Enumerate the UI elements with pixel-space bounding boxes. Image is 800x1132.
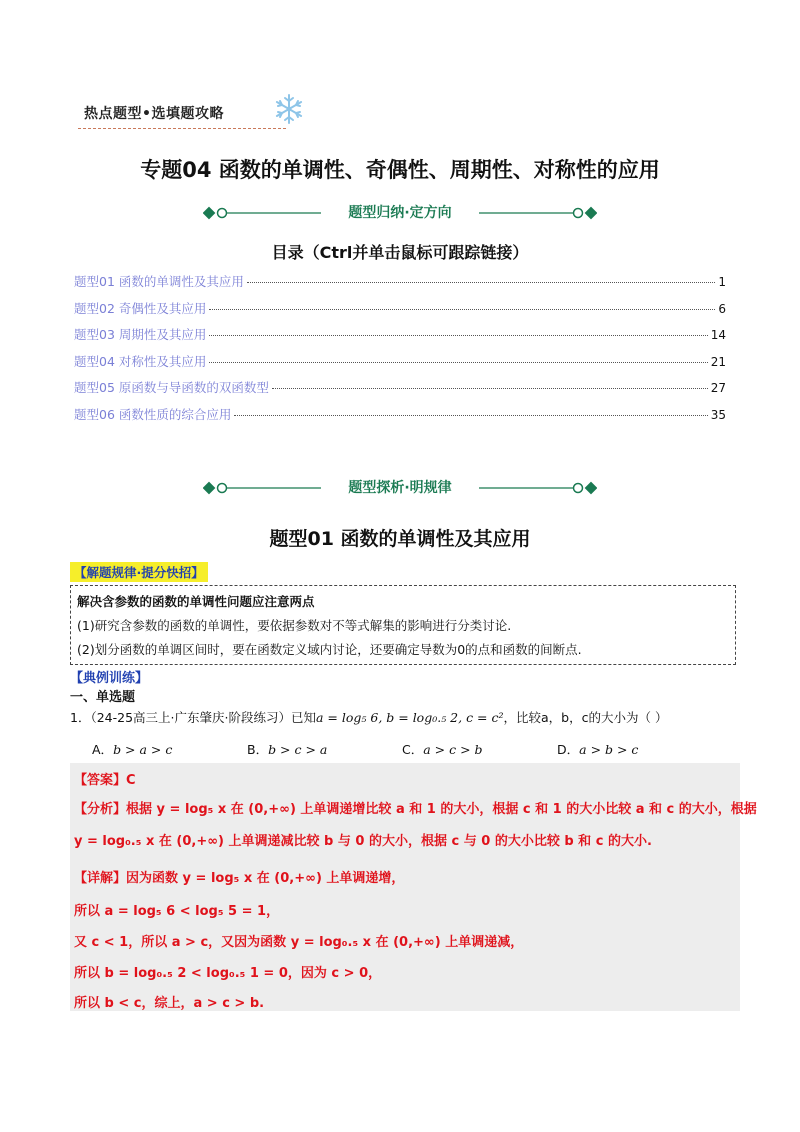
option-letter: B． <box>247 742 269 757</box>
option-text: b > c > a <box>268 742 328 757</box>
toc-item-page: 35 <box>710 407 726 422</box>
question-formula: a = log₅ 6, b = log₀.₅ 2, c = c² <box>315 710 504 725</box>
detail-text: 因为函数 y = log₅ x 在 (0,+∞) 上单调递增， <box>126 871 405 886</box>
detail-label: 【详解】 <box>74 871 127 886</box>
toc-leader <box>209 362 707 363</box>
section-title: 题型01 函数的单调性及其应用 <box>269 528 531 550</box>
toc-item-label[interactable]: 题型04 对称性及其应用 <box>74 353 207 369</box>
option-d[interactable] <box>557 740 712 758</box>
toc-item[interactable] <box>74 378 726 405</box>
question-source: （24-25高三上·广东肇庆·阶段练习）已知 <box>90 710 316 725</box>
toc-leader <box>247 282 715 283</box>
option-text: a > c > b <box>423 742 483 757</box>
option-b[interactable] <box>247 740 402 758</box>
toc-item-page: 14 <box>710 328 726 342</box>
toc-leader <box>209 335 707 336</box>
toc-item-label[interactable]: 题型03 周期性及其应用 <box>74 327 207 342</box>
toc-leader <box>272 388 708 389</box>
header-tag: 热点题型•选填题攻略 <box>84 106 224 122</box>
toc-item-page: 6 <box>718 301 726 316</box>
toc-item-page: 21 <box>710 354 726 369</box>
banner-title-2: 题型探析·明规律 <box>348 480 452 496</box>
tip-badge: 【解题规律·提分快招】 <box>70 562 208 582</box>
option-letter: D． <box>557 742 580 757</box>
option-letter: C． <box>402 742 424 757</box>
option-a[interactable] <box>92 740 247 758</box>
toc-item-label[interactable]: 题型02 奇偶性及其应用 <box>74 300 207 316</box>
toc-leader <box>209 309 715 310</box>
snowflake-icon <box>272 92 306 126</box>
analysis-text: 根据 y = log₅ x 在 (0,+∞) 上单调递增比较 a 和 1 的大小，根据 c 和 1 的大小比较 a 和 c 的大小，根据 <box>126 802 757 817</box>
analysis-line-1 <box>74 798 757 817</box>
toc-item-label[interactable]: 题型01 函数的单调性及其应用 <box>74 274 244 289</box>
tip-heading: 解决含参数的函数的单调性问题应注意两点 <box>77 594 315 609</box>
toc-item[interactable] <box>74 352 726 379</box>
toc-leader <box>234 415 707 416</box>
toc-item-page: 27 <box>710 381 726 395</box>
section-banner-2 <box>203 476 597 500</box>
tip-line: (2)划分函数的单调区间时，要在函数定义域内讨论，还要确定导数为0的点和函数的间断点. <box>77 642 582 657</box>
question-tail: ，比较a，b，c的大小为（ ） <box>503 710 668 725</box>
tip-line: (1)研究含参数的函数的单调性，要依据参数对不等式解集的影响进行分类讨论. <box>77 618 512 633</box>
toc-item-label[interactable]: 题型06 函数性质的综合应用 <box>74 406 232 422</box>
toc-title: 目录（Ctrl并单击鼠标可跟踪链接） <box>271 243 529 262</box>
header-divider <box>78 128 286 129</box>
question-1 <box>70 708 667 726</box>
option-text: b > a > c <box>113 742 173 757</box>
option-text: a > b > c <box>579 742 639 757</box>
banner-title-1: 题型归纳·定方向 <box>348 205 452 221</box>
option-letter: A． <box>92 742 114 757</box>
toc-item[interactable] <box>74 325 726 352</box>
answer-panel <box>70 763 757 1011</box>
toc-item[interactable] <box>74 272 726 299</box>
option-c[interactable] <box>402 740 557 758</box>
toc-item[interactable] <box>74 405 726 432</box>
training-badge: 【典例训练】 <box>70 671 149 686</box>
document-title: 专题04 函数的单调性、奇偶性、周期性、对称性的应用 <box>140 158 660 182</box>
table-of-contents <box>74 272 726 431</box>
question-options <box>92 740 712 758</box>
detail-line-4: 所以 b = log₀.₅ 2 < log₀.₅ 1 = 0，因为 c > 0， <box>74 966 382 981</box>
analysis-line-2: y = log₀.₅ x 在 (0,+∞) 上单调递减比较 b 与 0 的大小，根据 c 与 0 的大小比较 b 和 c 的大小. <box>74 834 652 849</box>
detail-line-5: 所以 b < c，综上，a > c > b. <box>74 996 265 1011</box>
toc-item-page: 1 <box>718 275 726 289</box>
detail-line-2: 所以 a = log₅ 6 < log₅ 5 = 1， <box>74 904 280 919</box>
analysis-label: 【分析】 <box>74 802 127 817</box>
toc-item[interactable] <box>74 299 726 326</box>
question-type-heading: 一、单选题 <box>70 690 136 705</box>
detail-line-3: 又 c < 1，所以 a > c，又因为函数 y = log₀.₅ x 在 (0,+∞) 上单调递减， <box>74 935 524 950</box>
toc-item-label[interactable]: 题型05 原函数与导函数的双函数型 <box>74 380 269 395</box>
section-banner-1 <box>203 201 597 225</box>
detail-line-1 <box>74 867 404 886</box>
question-number: 1． <box>70 710 91 725</box>
tip-box <box>70 585 736 665</box>
answer-label: 【答案】C <box>74 773 136 788</box>
